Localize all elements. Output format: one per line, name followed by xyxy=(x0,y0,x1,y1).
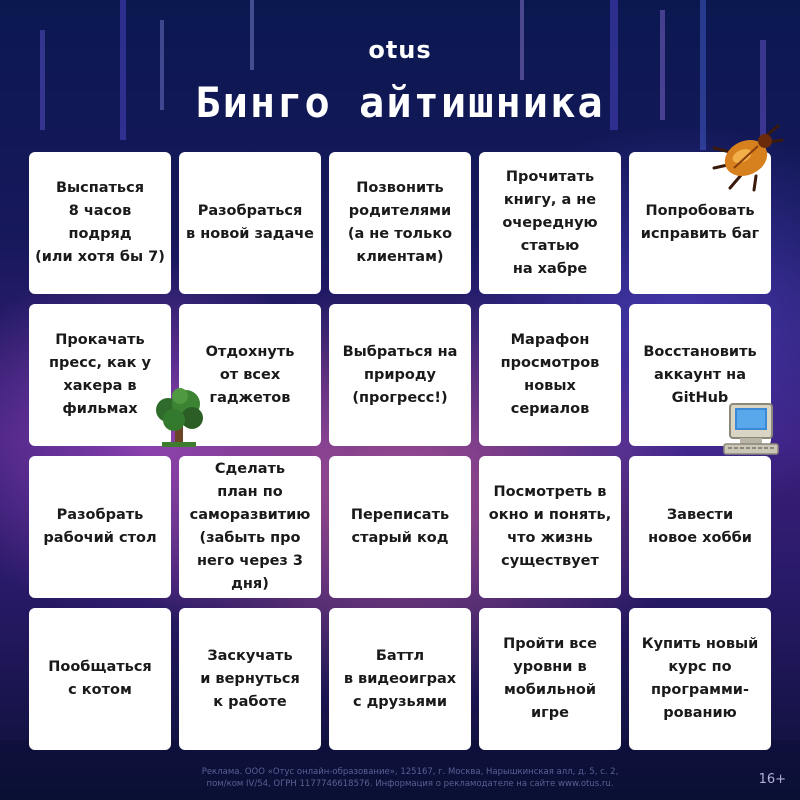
bingo-cell xyxy=(629,304,771,446)
bingo-cell xyxy=(629,456,771,598)
bingo-cell xyxy=(329,304,471,446)
cell-text: Прочитать книгу, а не очередную статью на хабре xyxy=(502,168,598,277)
bingo-cell xyxy=(179,304,321,446)
cell-text: Завести новое хобби xyxy=(648,507,752,546)
bingo-cell xyxy=(179,608,321,750)
cell-text: Посмотреть в окно и понять, что жизнь существует xyxy=(488,484,612,569)
cell-text: Разобраться в новой задаче xyxy=(185,203,315,242)
bingo-cell xyxy=(479,456,621,598)
bingo-cell xyxy=(479,304,621,446)
cell-text: Выспаться 8 часов подряд (или хотя бы 7) xyxy=(35,180,165,265)
cell-text: Марафон просмотров новых сериалов xyxy=(500,332,600,417)
cell-text: Заскучать и вернуться к работе xyxy=(200,647,300,710)
cell-text: Отдохнуть от всех гаджетов xyxy=(205,343,295,406)
bingo-cell xyxy=(329,608,471,750)
cell-text: Баттл в видеоиграх с друзьями xyxy=(343,647,457,710)
bingo-cell xyxy=(479,608,621,750)
cell-text: Разобрать рабочий стол xyxy=(43,507,157,546)
cell-text: Пообщаться с котом xyxy=(48,659,152,698)
page-title: Бинго айтишника xyxy=(195,78,605,127)
bingo-cell xyxy=(29,456,171,598)
bingo-cell xyxy=(329,152,471,294)
bingo-cell xyxy=(29,608,171,750)
bingo-cell xyxy=(479,152,621,294)
cell-text: Позвонить родителями (а не только клиентам) xyxy=(347,180,453,265)
cell-text: Купить новый курс по программи- рованию xyxy=(641,636,759,721)
age-rating-badge: 16+ xyxy=(758,772,786,787)
cell-text: Прокачать пресс, как у хакера в фильмах xyxy=(49,332,151,417)
cell-text: Попробовать исправить баг xyxy=(640,203,760,242)
bingo-cell xyxy=(29,152,171,294)
bingo-cell xyxy=(629,152,771,294)
legal-footer xyxy=(200,766,620,790)
bingo-cell xyxy=(629,608,771,750)
cell-text: Восстановить аккаунт на GitHub xyxy=(643,343,757,406)
bingo-cell xyxy=(179,456,321,598)
bingo-cell xyxy=(179,152,321,294)
bingo-grid xyxy=(29,152,771,750)
legal-line-2: пом/ком IV/54, ОГРН 1177746618576. Информация о рекламодателе на сайте www.otus.ru. xyxy=(206,779,614,789)
cell-text: Сделать план по саморазвитию (забыть про него через 3 дня) xyxy=(189,461,311,592)
otus-logo: otus xyxy=(368,36,432,64)
bingo-cell xyxy=(329,456,471,598)
cell-text: Пройти все уровни в мобильной игре xyxy=(503,636,597,721)
bingo-cell xyxy=(29,304,171,446)
legal-line-1: Реклама. ООО «Отус онлайн-образование», 125167, г. Москва, Нарышкинская алл, д. 5, с. 2, xyxy=(201,767,619,777)
cell-text: Выбраться на природу (прогресс!) xyxy=(342,343,458,406)
cell-text: Переписать старый код xyxy=(350,507,450,546)
